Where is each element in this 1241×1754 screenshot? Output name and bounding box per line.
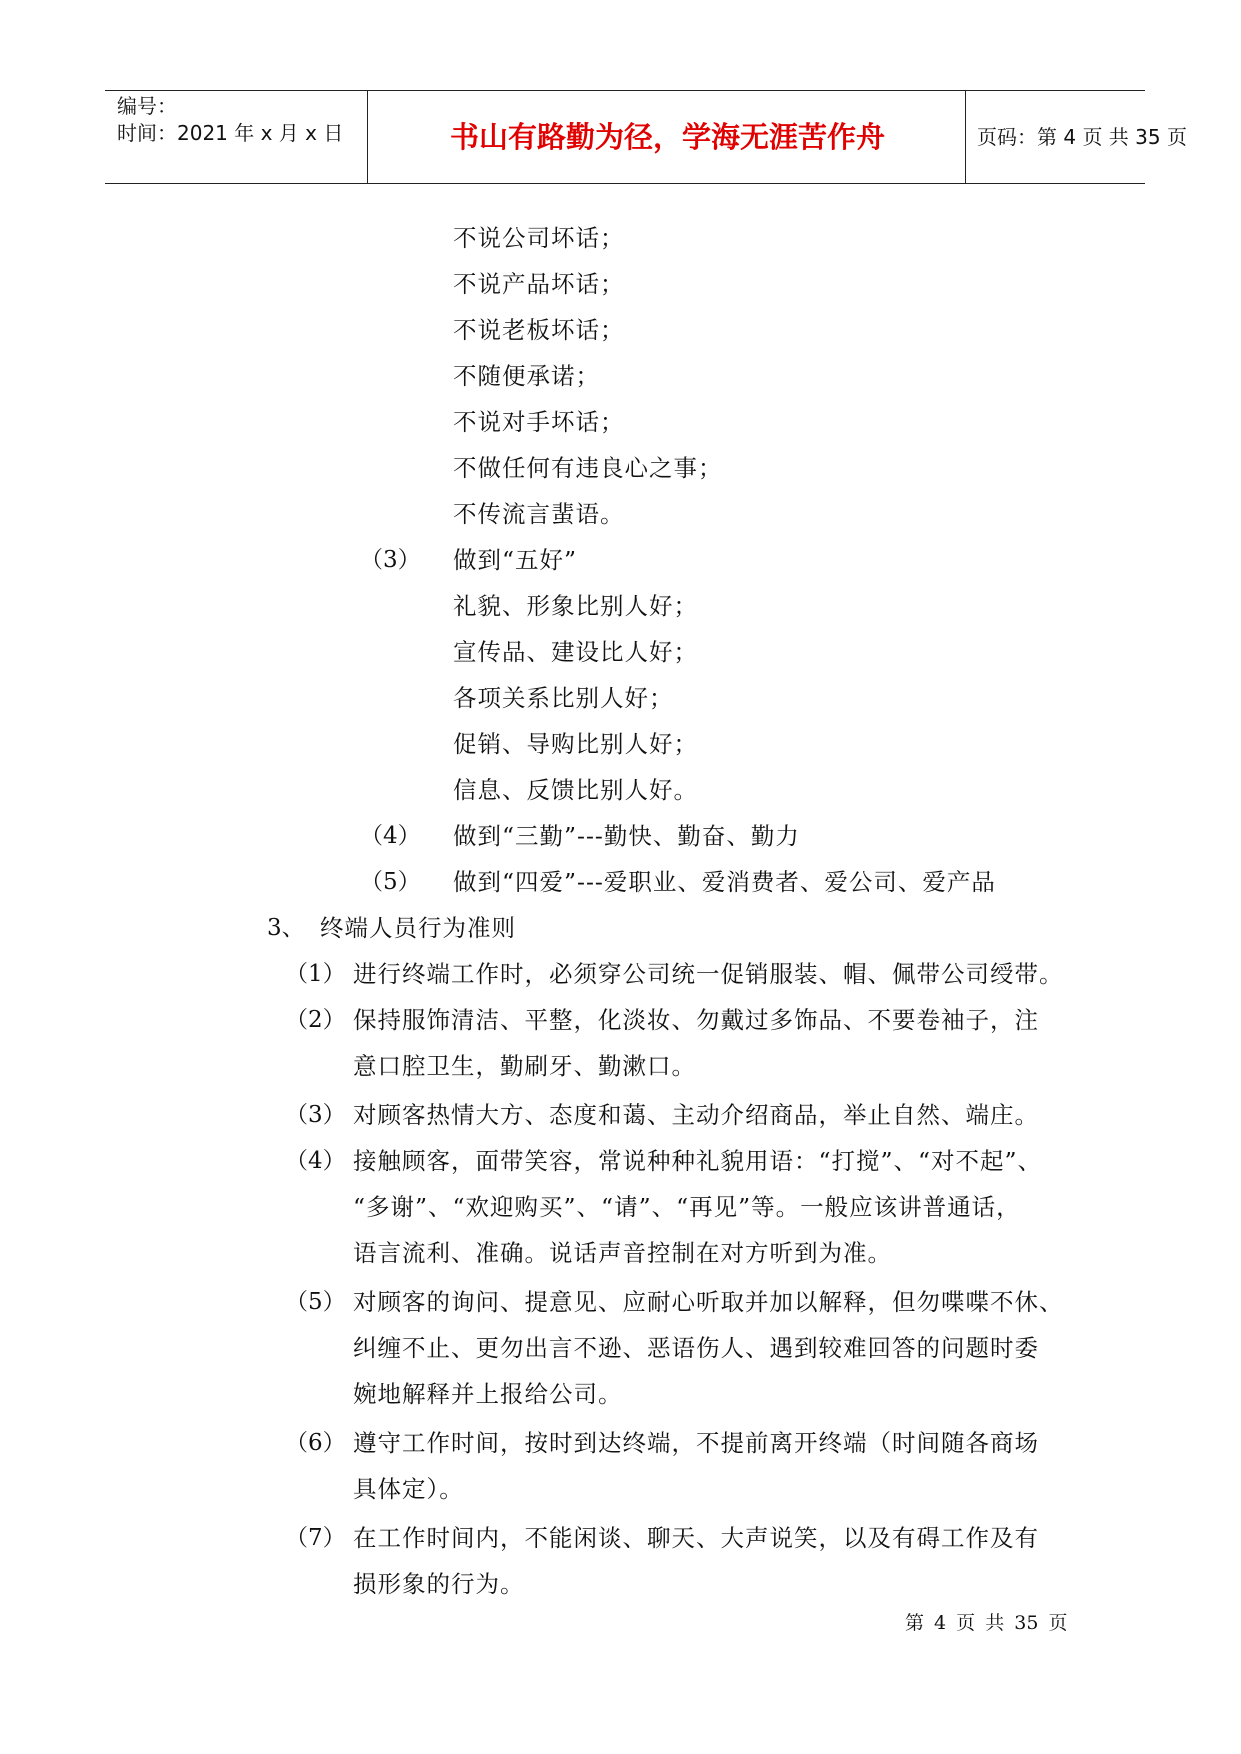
rule-number: （3）	[285, 1102, 346, 1128]
rule-number: （7）	[285, 1525, 346, 1551]
header-divider-right	[965, 91, 966, 183]
list-item: 不随便承诺；	[453, 362, 600, 390]
document-time-label: 时间：2021 年 x 月 x 日	[117, 121, 344, 145]
list-item: 宣传品、建设比人好；	[453, 638, 698, 666]
list-item: 不说公司坏话；	[453, 224, 625, 252]
rule-number: （1）	[285, 961, 346, 987]
list-item: 不说产品坏话；	[453, 270, 625, 298]
rule-text: 损形象的行为。	[353, 1570, 525, 1598]
item-number: （3）	[360, 547, 421, 573]
list-item: 促销、导购比别人好；	[453, 730, 698, 758]
rule-number: （5）	[285, 1289, 346, 1315]
rule-text: 语言流利、准确。说话声音控制在对方听到为准。	[353, 1239, 892, 1267]
rule-text: 对顾客的询问、提意见、应耐心听取并加以解释，但勿喋喋不休、	[353, 1288, 1064, 1316]
rule-text: “多谢”、“欢迎购买”、“请”、“再见”等。一般应该讲普通话，	[353, 1193, 1021, 1221]
item-heading: 做到“三勤”---勤快、勤奋、勤力	[453, 822, 800, 850]
rule-number: （4）	[285, 1148, 346, 1174]
list-item: 礼貌、形象比别人好；	[453, 592, 698, 620]
list-item: 不做任何有违良心之事；	[453, 454, 723, 482]
rule-text: 保持服饰清洁、平整，化淡妆、勿戴过多饰品、不要卷袖子，注	[353, 1006, 1039, 1034]
header-page-code: 页码：第 4 页 共 35 页	[977, 125, 1187, 149]
item-heading: 做到“五好”	[453, 546, 578, 574]
rule-text: 接触顾客，面带笑容，常说种种礼貌用语：“打搅”、“对不起”、	[353, 1147, 1043, 1175]
item-heading: 做到“四爱”---爱职业、爱消费者、爱公司、爱产品	[453, 868, 996, 896]
rule-text: 在工作时间内，不能闲谈、聊天、大声说笑，以及有碍工作及有	[353, 1524, 1039, 1552]
page-header	[105, 90, 1187, 184]
item-number: （5）	[360, 869, 421, 895]
section-heading: 终端人员行为准则	[320, 914, 516, 942]
header-meta	[117, 91, 367, 185]
item-number: （4）	[360, 823, 421, 849]
list-item: 各项关系比别人好；	[453, 684, 674, 712]
document-number-label: 编号：	[117, 94, 177, 118]
list-item: 信息、反馈比别人好。	[453, 776, 698, 804]
list-item: 不说老板坏话；	[453, 316, 625, 344]
list-item: 不传流言蜚语。	[453, 500, 625, 528]
rule-text: 进行终端工作时，必须穿公司统一促销服装、帽、佩带公司绶带。	[353, 960, 1064, 988]
section-number: 3、	[267, 915, 305, 941]
page-footer: 第 4 页 共 35 页	[905, 1612, 1068, 1634]
rule-text: 遵守工作时间，按时到达终端，不提前离开终端（时间随各商场	[353, 1429, 1039, 1457]
rule-text: 具体定）。	[353, 1475, 464, 1503]
rule-text: 对顾客热情大方、态度和蔼、主动介绍商品，举止自然、端庄。	[353, 1101, 1039, 1129]
list-item: 不说对手坏话；	[453, 408, 625, 436]
rule-text: 意口腔卫生，勤刷牙、勤漱口。	[353, 1052, 696, 1080]
rule-number: （2）	[285, 1007, 346, 1033]
header-motto: 书山有路勤为径，学海无涯苦作舟	[449, 120, 885, 154]
rule-text: 纠缠不止、更勿出言不逊、恶语伤人、遇到较难回答的问题时委	[353, 1334, 1039, 1362]
header-divider-left	[367, 91, 368, 183]
rule-text: 婉地解释并上报给公司。	[353, 1380, 623, 1408]
rule-number: （6）	[285, 1430, 346, 1456]
